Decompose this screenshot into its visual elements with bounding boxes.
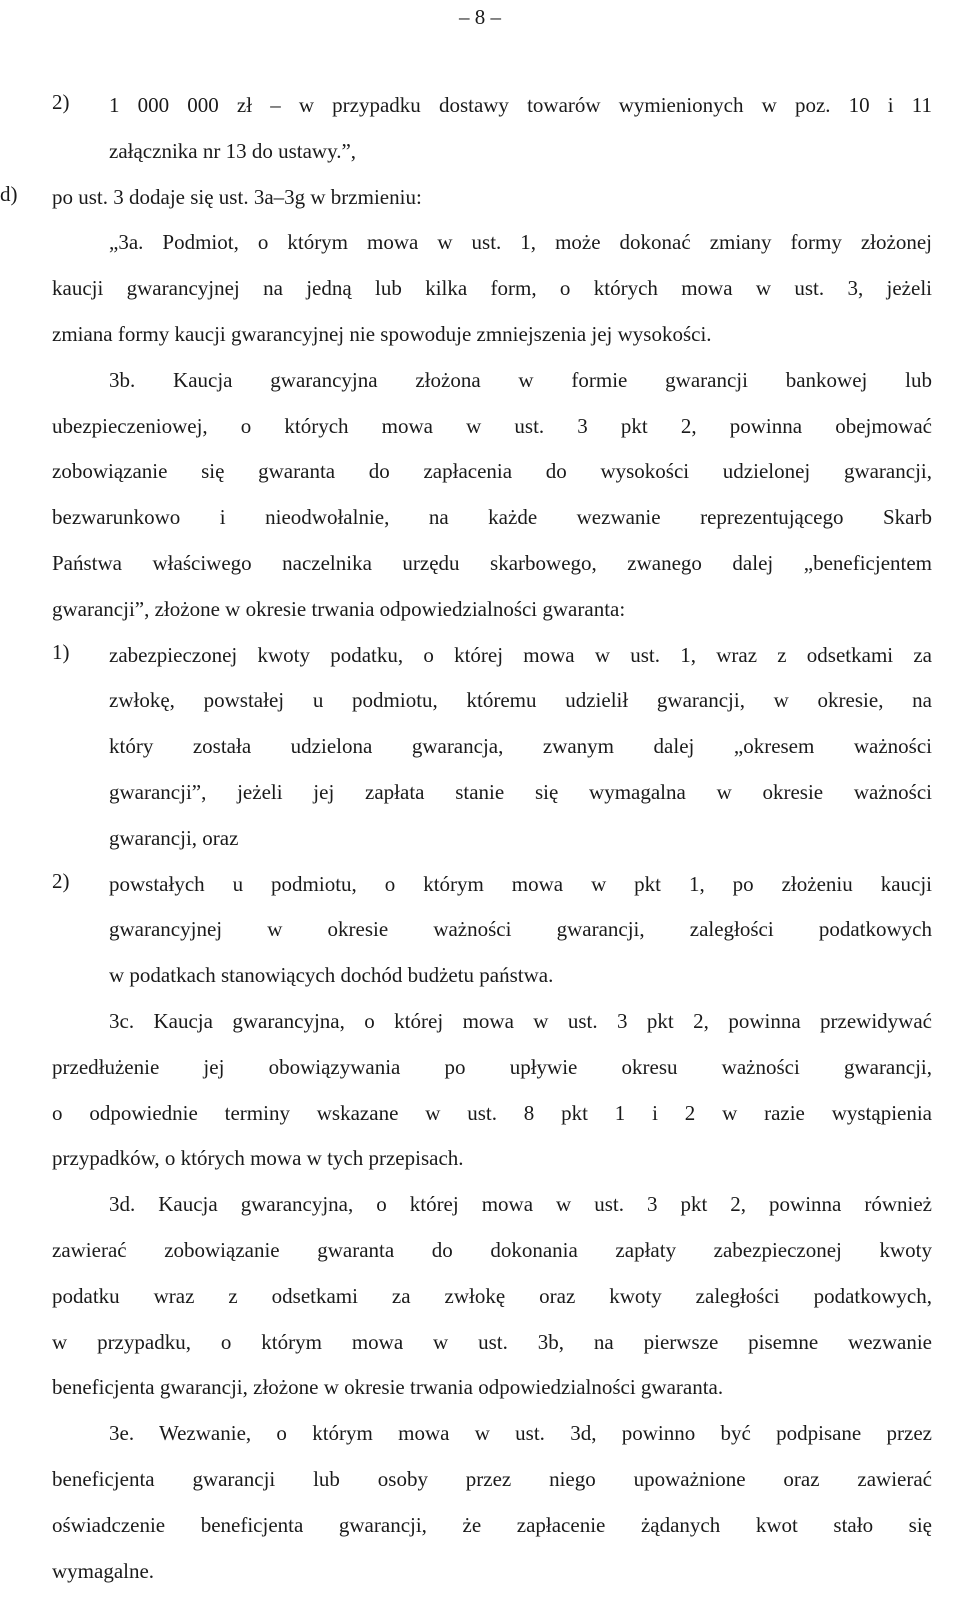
- text-line: ubezpieczeniowej, o których mowa w ust. 3 pkt 2, powinna obejmować: [52, 413, 932, 438]
- list-item-2: [52, 90, 932, 182]
- text-line: gwarancji”, jeżeli jej zapłata stanie się wymagalna w okresie ważności: [109, 779, 932, 804]
- text-line: 3d. Kaucja gwarancyjna, o której mowa w ust. 3 pkt 2, powinna również: [109, 1192, 932, 1217]
- text-line: w podatkach stanowiących dochód budżetu państwa.: [109, 963, 554, 988]
- list-item-2b: [52, 869, 932, 1006]
- text-line: Państwa właściwego naczelnika urzędu skarbowego, zwanego dalej „beneficjentem: [52, 550, 932, 575]
- list-item-1: [52, 640, 932, 869]
- text-line: przedłużenie jej obowiązywania po upływie okresu ważności gwarancji,: [52, 1054, 932, 1079]
- list-item-d: [0, 181, 932, 228]
- text-line: o odpowiednie terminy wskazane w ust. 8 pkt 1 i 2 w razie wystąpienia: [52, 1100, 932, 1125]
- text-line: gwarancji”, złożone w okresie trwania odpowiedzialności gwaranta:: [52, 596, 626, 621]
- paragraph-3a: [52, 227, 932, 364]
- text-line: wymagalne.: [52, 1558, 155, 1583]
- paragraph-3b: [52, 365, 932, 640]
- page-number: – 8 –: [459, 5, 501, 29]
- text-line: 3c. Kaucja gwarancyjna, o której mowa w ust. 3 pkt 2, powinna przewidywać: [109, 1008, 932, 1033]
- item-number: 2): [52, 868, 70, 893]
- text-line: zawierać zobowiązanie gwaranta do dokonania zapłaty zabezpieczonej kwoty: [52, 1237, 932, 1262]
- text-line: zobowiązanie się gwaranta do zapłacenia do wysokości udzielonej gwarancji,: [52, 459, 932, 484]
- text-line: w przypadku, o którym mowa w ust. 3b, na pierwsze pisemne wezwanie: [52, 1329, 932, 1354]
- paragraph-3c: [52, 1006, 932, 1189]
- text-line: beneficjenta gwarancji lub osoby przez niego upoważnione oraz zawierać: [52, 1466, 932, 1491]
- text-line: który została udzielona gwarancja, zwanym dalej „okresem ważności: [109, 734, 932, 759]
- text-line: „3a. Podmiot, o którym mowa w ust. 1, może dokonać zmiany formy złożonej: [109, 230, 932, 255]
- text-line: bezwarunkowo i nieodwołalnie, na każde wezwanie reprezentującego Skarb: [52, 505, 932, 530]
- text-line: zmiana formy kaucji gwarancyjnej nie spowoduje zmniejszenia jej wysokości.: [52, 321, 712, 346]
- text-line: powstałych u podmiotu, o którym mowa w pkt 1, po złożeniu kaucji: [109, 871, 932, 896]
- item-number: 1): [52, 639, 70, 664]
- document-body: [0, 90, 932, 1601]
- text-line: 3e. Wezwanie, o którym mowa w ust. 3d, powinno być podpisane przez: [109, 1421, 932, 1446]
- text-line: 1 000 000 zł – w przypadku dostawy towarów wymienionych w poz. 10 i 11: [109, 93, 932, 117]
- paragraph-3d: [52, 1189, 932, 1418]
- item-letter: d): [0, 181, 18, 206]
- text-line: gwarancji, oraz: [109, 825, 239, 850]
- text-line: kaucji gwarancyjnej na jedną lub kilka form, o których mowa w ust. 3, jeżeli: [52, 276, 932, 301]
- text-line: po ust. 3 dodaje się ust. 3a–3g w brzmieniu:: [52, 184, 422, 209]
- text-line: zabezpieczonej kwoty podatku, o której mowa w ust. 1, wraz z odsetkami za: [109, 642, 932, 667]
- item-number: 2): [52, 90, 70, 114]
- text-line: przypadków, o których mowa w tych przepisach.: [52, 1146, 464, 1171]
- text-line: beneficjenta gwarancji, złożone w okresie trwania odpowiedzialności gwaranta.: [52, 1375, 724, 1400]
- text-line: załącznika nr 13 do ustawy.”,: [109, 138, 357, 163]
- text-line: oświadczenie beneficjenta gwarancji, że zapłacenie żądanych kwot stało się: [52, 1512, 932, 1537]
- text-line: zwłokę, powstałej u podmiotu, któremu udzielił gwarancji, w okresie, na: [109, 688, 932, 713]
- text-line: podatku wraz z odsetkami za zwłokę oraz kwoty zaległości podatkowych,: [52, 1283, 932, 1308]
- text-line: gwarancyjnej w okresie ważności gwarancji, zaległości podatkowych: [109, 917, 932, 942]
- text-line: 3b. Kaucja gwarancyjna złożona w formie gwarancji bankowej lub: [109, 367, 932, 392]
- paragraph-3e: [52, 1418, 932, 1601]
